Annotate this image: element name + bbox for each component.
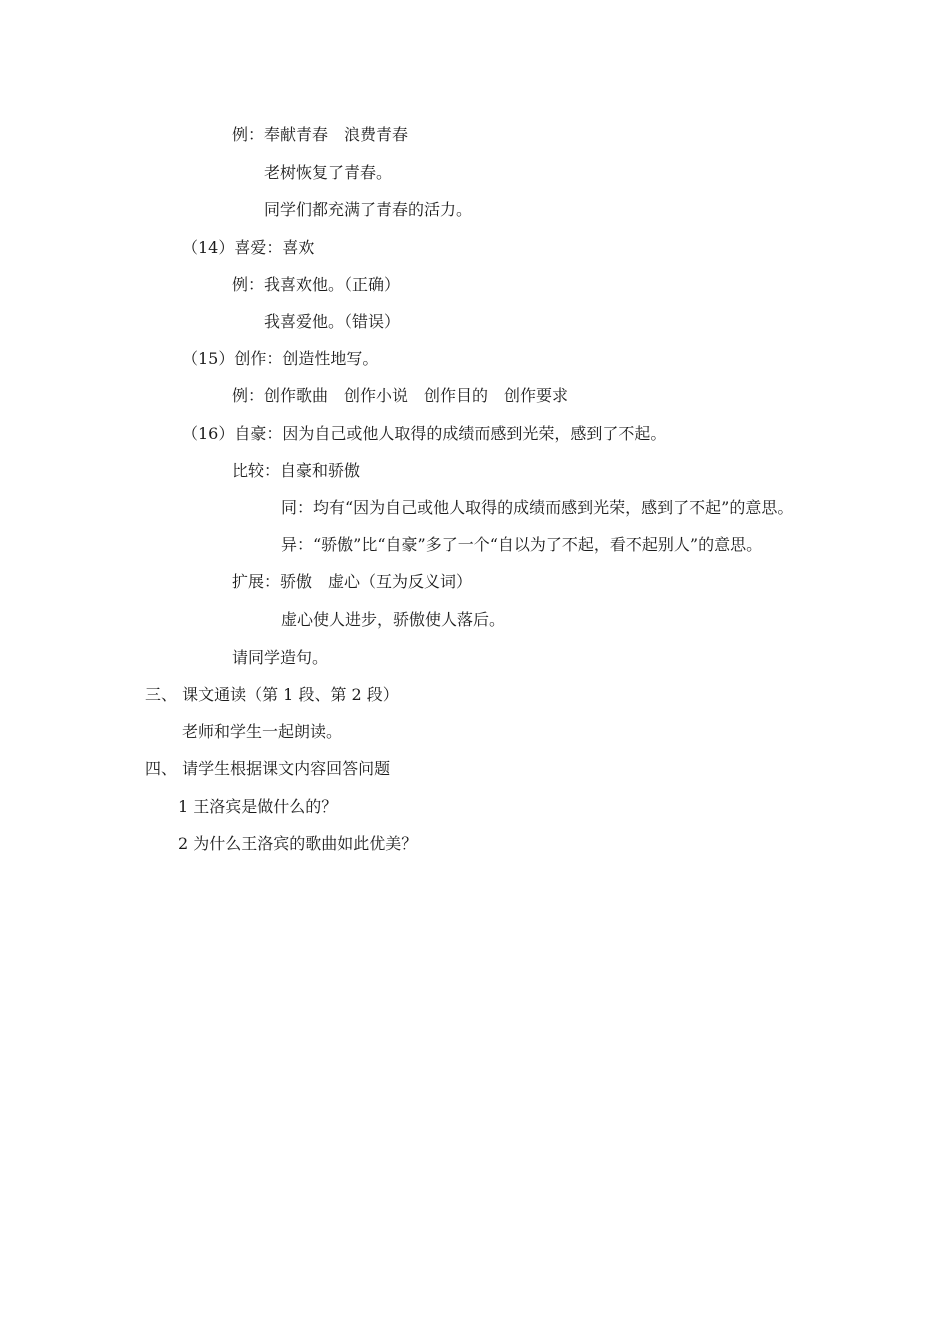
vocab-item-14: （14）喜爱：喜欢 xyxy=(182,238,315,257)
question-1: 1 王洛宾是做什么的？ xyxy=(178,797,338,816)
example-line-youth: 例：奉献青春 浪费青春 xyxy=(232,125,409,144)
vocab-item-16: （16）自豪：因为自己或他人取得的成绩而感到光荣，感到了不起。 xyxy=(182,424,667,443)
section-3-body: 老师和学生一起朗读。 xyxy=(182,722,343,741)
extension-sentence: 虚心使人进步，骄傲使人落后。 xyxy=(281,610,506,629)
question-2: 2 为什么王洛宾的歌曲如此优美？ xyxy=(178,834,418,853)
example-line-like: 例：我喜欢他。（正确） xyxy=(232,275,401,294)
extension-heading: 扩展：骄傲 虚心（互为反义词） xyxy=(232,572,473,591)
example-line-create: 例：创作歌曲 创作小说 创作目的 创作要求 xyxy=(232,386,569,405)
example-line-youth-2: 老树恢复了青春。 xyxy=(264,163,393,182)
section-4-heading: 四、 请学生根据课文内容回答问题 xyxy=(145,759,391,778)
example-line-youth-3: 同学们都充满了青春的活力。 xyxy=(264,200,473,219)
compare-heading: 比较：自豪和骄傲 xyxy=(232,461,361,480)
example-line-like-2: 我喜爱他。（错误） xyxy=(264,312,401,331)
compare-same: 同：均有“因为自己或他人取得的成绩而感到光荣，感到了不起”的意思。 xyxy=(281,498,794,517)
make-sentence-prompt: 请同学造句。 xyxy=(232,648,329,667)
section-3-heading: 三、 课文通读（第 1 段、第 2 段） xyxy=(145,685,399,704)
compare-diff: 异：“骄傲”比“自豪”多了一个“自以为了不起，看不起别人”的意思。 xyxy=(281,535,763,554)
vocab-item-15: （15）创作：创造性地写。 xyxy=(182,349,379,368)
